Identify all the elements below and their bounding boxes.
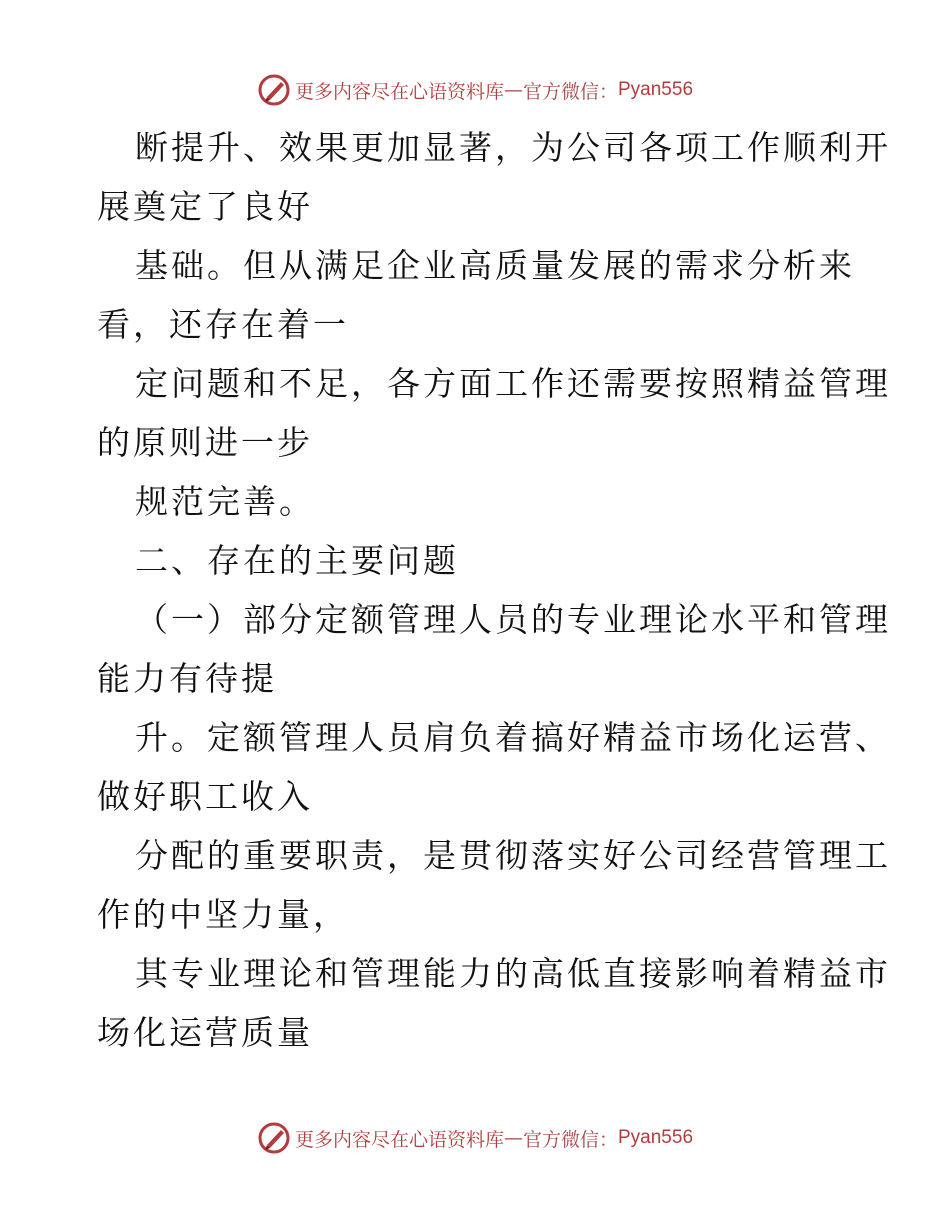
banner-wechat-label: 官方微信： [522, 80, 618, 103]
banner-text: 更多内容尽在心语资料库 [294, 80, 504, 103]
banner-wechat-label: 官方微信： [522, 1128, 618, 1151]
body-line: 分配的重要职责，是贯彻落实好公司经营管理工 [135, 836, 891, 875]
body-line: 展奠定了良好 [97, 187, 313, 226]
banner-separator: — [503, 79, 523, 101]
body-line: 其专业理论和管理能力的高低直接影响着精益市 [135, 954, 891, 993]
body-line: 规范完善。 [135, 482, 315, 521]
body-line: 的原则进一步 [97, 423, 313, 462]
banner-wechat-id: Pyan556 [618, 1127, 694, 1148]
body-line: 升。定额管理人员肩负着搞好精益市场化运营、 [135, 718, 891, 757]
body-line: 能力有待提 [97, 659, 277, 698]
body-line: 基础。但从满足企业高质量发展的需求分析来 [135, 246, 855, 285]
banner-text: 更多内容尽在心语资料库 [294, 1128, 504, 1151]
footer-banner [0, 1118, 950, 1158]
body-line: 定问题和不足，各方面工作还需要按照精益管理 [135, 364, 891, 403]
body-line: 做好职工收入 [97, 777, 313, 816]
body-line: 作的中坚力量， [97, 895, 349, 934]
body-line: 看，还存在着一 [97, 305, 349, 344]
section-heading: 二、存在的主要问题 [135, 541, 459, 580]
pen-logo-icon [257, 1121, 291, 1155]
banner-wechat-id: Pyan556 [618, 79, 694, 100]
body-line: 断提升、效果更加显著，为公司各项工作顺利开 [135, 128, 891, 167]
banner-separator: — [503, 1127, 523, 1149]
header-banner [0, 70, 950, 110]
body-line: 场化运营质量 [97, 1013, 313, 1052]
document-body [97, 118, 891, 1062]
subsection-heading: （一）部分定额管理人员的专业理论水平和管理 [135, 600, 891, 639]
pen-logo-icon [257, 73, 291, 107]
